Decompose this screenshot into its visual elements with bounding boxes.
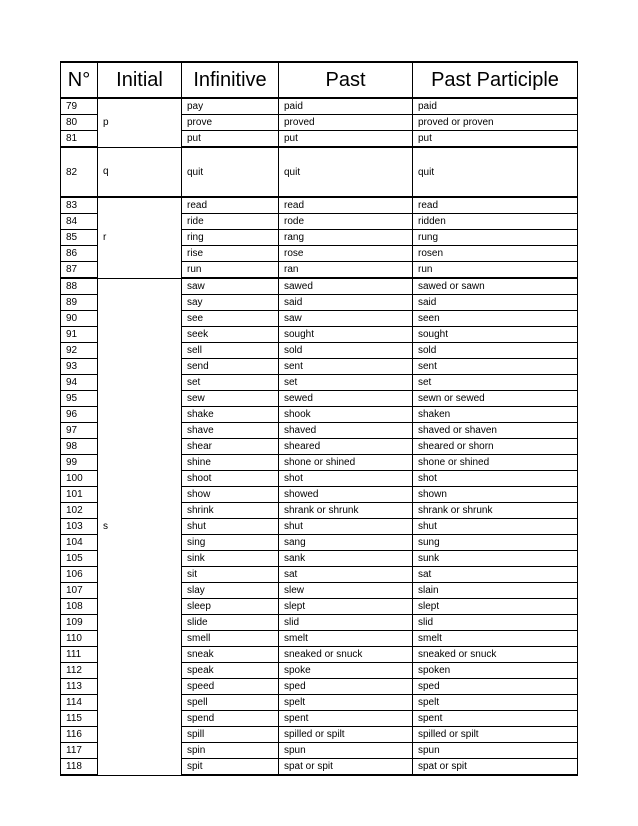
verb-number: 111 <box>61 647 98 663</box>
infinitive-cell: shake <box>182 407 279 423</box>
past-participle-cell: ridden <box>413 214 578 230</box>
verb-number: 97 <box>61 423 98 439</box>
verb-number: 110 <box>61 631 98 647</box>
past-cell: said <box>279 295 413 311</box>
header-initial: Initial <box>98 62 182 98</box>
past-cell: shut <box>279 519 413 535</box>
past-cell: sang <box>279 535 413 551</box>
past-participle-cell: sent <box>413 359 578 375</box>
initial-letter: q <box>98 147 182 197</box>
infinitive-cell: read <box>182 197 279 214</box>
past-participle-cell: run <box>413 262 578 279</box>
past-cell: set <box>279 375 413 391</box>
infinitive-cell: spell <box>182 695 279 711</box>
verb-number: 81 <box>61 131 98 148</box>
past-participle-cell: sat <box>413 567 578 583</box>
past-cell: slept <box>279 599 413 615</box>
past-participle-cell: spat or spit <box>413 759 578 776</box>
past-participle-cell: spun <box>413 743 578 759</box>
table-body <box>61 98 578 775</box>
header-number: N° <box>61 62 98 98</box>
header-infinitive: Infinitive <box>182 62 279 98</box>
past-participle-cell: slept <box>413 599 578 615</box>
infinitive-cell: sing <box>182 535 279 551</box>
past-participle-cell: sheared or shorn <box>413 439 578 455</box>
past-participle-cell: spilled or spilt <box>413 727 578 743</box>
past-participle-cell: shone or shined <box>413 455 578 471</box>
past-cell: spent <box>279 711 413 727</box>
infinitive-cell: send <box>182 359 279 375</box>
infinitive-cell: ride <box>182 214 279 230</box>
infinitive-cell: spill <box>182 727 279 743</box>
infinitive-cell: speak <box>182 663 279 679</box>
verb-number: 87 <box>61 262 98 279</box>
infinitive-cell: say <box>182 295 279 311</box>
table-row <box>61 147 578 197</box>
infinitive-cell: seek <box>182 327 279 343</box>
verb-number: 95 <box>61 391 98 407</box>
past-cell: showed <box>279 487 413 503</box>
initial-letter: s <box>98 278 182 775</box>
table-row <box>61 197 578 214</box>
verb-number: 108 <box>61 599 98 615</box>
infinitive-cell: sneak <box>182 647 279 663</box>
past-cell: sought <box>279 327 413 343</box>
verb-number: 99 <box>61 455 98 471</box>
past-cell: saw <box>279 311 413 327</box>
past-participle-cell: proved or proven <box>413 115 578 131</box>
infinitive-cell: saw <box>182 278 279 295</box>
past-cell: paid <box>279 98 413 115</box>
past-cell: sped <box>279 679 413 695</box>
past-cell: spelt <box>279 695 413 711</box>
verb-number: 98 <box>61 439 98 455</box>
verb-number: 112 <box>61 663 98 679</box>
past-cell: sank <box>279 551 413 567</box>
verb-number: 88 <box>61 278 98 295</box>
past-participle-cell: said <box>413 295 578 311</box>
verb-number: 116 <box>61 727 98 743</box>
infinitive-cell: sleep <box>182 599 279 615</box>
past-participle-cell: spoken <box>413 663 578 679</box>
verb-number: 96 <box>61 407 98 423</box>
past-participle-cell: spelt <box>413 695 578 711</box>
past-cell: spun <box>279 743 413 759</box>
verb-number: 103 <box>61 519 98 535</box>
verb-number: 80 <box>61 115 98 131</box>
verb-number: 94 <box>61 375 98 391</box>
past-participle-cell: sought <box>413 327 578 343</box>
past-cell: slid <box>279 615 413 631</box>
past-participle-cell: sneaked or snuck <box>413 647 578 663</box>
infinitive-cell: prove <box>182 115 279 131</box>
past-cell: smelt <box>279 631 413 647</box>
past-participle-cell: spent <box>413 711 578 727</box>
past-participle-cell: read <box>413 197 578 214</box>
verb-number: 90 <box>61 311 98 327</box>
initial-letter: p <box>98 98 182 147</box>
past-cell: spilled or spilt <box>279 727 413 743</box>
past-cell: sawed <box>279 278 413 295</box>
table-header-row <box>61 62 578 98</box>
past-participle-cell: sung <box>413 535 578 551</box>
past-participle-cell: seen <box>413 311 578 327</box>
past-cell: rose <box>279 246 413 262</box>
header-past-participle: Past Participle <box>413 62 578 98</box>
infinitive-cell: show <box>182 487 279 503</box>
past-cell: ran <box>279 262 413 279</box>
infinitive-cell: shave <box>182 423 279 439</box>
past-cell: shook <box>279 407 413 423</box>
initial-letter: r <box>98 197 182 278</box>
past-cell: sold <box>279 343 413 359</box>
verb-number: 83 <box>61 197 98 214</box>
verb-number: 79 <box>61 98 98 115</box>
verb-number: 86 <box>61 246 98 262</box>
past-cell: spat or spit <box>279 759 413 776</box>
verb-number: 91 <box>61 327 98 343</box>
infinitive-cell: slide <box>182 615 279 631</box>
infinitive-cell: spin <box>182 743 279 759</box>
infinitive-cell: slay <box>182 583 279 599</box>
past-participle-cell: paid <box>413 98 578 115</box>
past-cell: shot <box>279 471 413 487</box>
infinitive-cell: pay <box>182 98 279 115</box>
past-cell: shaved <box>279 423 413 439</box>
infinitive-cell: shoot <box>182 471 279 487</box>
header-past: Past <box>279 62 413 98</box>
verb-number: 82 <box>61 147 98 197</box>
past-cell: rang <box>279 230 413 246</box>
past-cell: rode <box>279 214 413 230</box>
infinitive-cell: shut <box>182 519 279 535</box>
past-cell: shone or shined <box>279 455 413 471</box>
infinitive-cell: rise <box>182 246 279 262</box>
past-participle-cell: rung <box>413 230 578 246</box>
verb-number: 107 <box>61 583 98 599</box>
table-row <box>61 98 578 115</box>
infinitive-cell: see <box>182 311 279 327</box>
verb-number: 84 <box>61 214 98 230</box>
past-cell: sheared <box>279 439 413 455</box>
verb-number: 113 <box>61 679 98 695</box>
past-participle-cell: shut <box>413 519 578 535</box>
infinitive-cell: put <box>182 131 279 148</box>
verb-number: 101 <box>61 487 98 503</box>
infinitive-cell: sell <box>182 343 279 359</box>
verb-number: 92 <box>61 343 98 359</box>
infinitive-cell: sew <box>182 391 279 407</box>
past-participle-cell: sewn or sewed <box>413 391 578 407</box>
infinitive-cell: run <box>182 262 279 279</box>
table-row <box>61 278 578 295</box>
past-cell: read <box>279 197 413 214</box>
infinitive-cell: shrink <box>182 503 279 519</box>
verb-number: 115 <box>61 711 98 727</box>
verb-number: 102 <box>61 503 98 519</box>
infinitive-cell: shear <box>182 439 279 455</box>
past-participle-cell: shot <box>413 471 578 487</box>
past-participle-cell: shown <box>413 487 578 503</box>
past-participle-cell: put <box>413 131 578 148</box>
infinitive-cell: sit <box>182 567 279 583</box>
past-participle-cell: shaved or shaven <box>413 423 578 439</box>
verb-number: 118 <box>61 759 98 776</box>
past-participle-cell: quit <box>413 147 578 197</box>
verb-number: 89 <box>61 295 98 311</box>
infinitive-cell: speed <box>182 679 279 695</box>
verb-number: 100 <box>61 471 98 487</box>
past-participle-cell: shaken <box>413 407 578 423</box>
past-participle-cell: set <box>413 375 578 391</box>
past-cell: put <box>279 131 413 148</box>
infinitive-cell: set <box>182 375 279 391</box>
past-participle-cell: sunk <box>413 551 578 567</box>
past-cell: sneaked or snuck <box>279 647 413 663</box>
past-cell: proved <box>279 115 413 131</box>
past-participle-cell: sold <box>413 343 578 359</box>
past-cell: sewed <box>279 391 413 407</box>
past-cell: quit <box>279 147 413 197</box>
infinitive-cell: shine <box>182 455 279 471</box>
infinitive-cell: spit <box>182 759 279 776</box>
past-participle-cell: sawed or sawn <box>413 278 578 295</box>
verb-number: 93 <box>61 359 98 375</box>
past-participle-cell: slid <box>413 615 578 631</box>
past-cell: sent <box>279 359 413 375</box>
past-cell: shrank or shrunk <box>279 503 413 519</box>
verb-number: 114 <box>61 695 98 711</box>
infinitive-cell: spend <box>182 711 279 727</box>
past-cell: sat <box>279 567 413 583</box>
infinitive-cell: ring <box>182 230 279 246</box>
verb-number: 109 <box>61 615 98 631</box>
irregular-verbs-table <box>60 61 578 776</box>
past-cell: slew <box>279 583 413 599</box>
verb-number: 85 <box>61 230 98 246</box>
past-participle-cell: shrank or shrunk <box>413 503 578 519</box>
verb-number: 104 <box>61 535 98 551</box>
verb-number: 106 <box>61 567 98 583</box>
verb-number: 117 <box>61 743 98 759</box>
past-participle-cell: sped <box>413 679 578 695</box>
verb-number: 105 <box>61 551 98 567</box>
past-participle-cell: rosen <box>413 246 578 262</box>
past-participle-cell: slain <box>413 583 578 599</box>
past-participle-cell: smelt <box>413 631 578 647</box>
infinitive-cell: quit <box>182 147 279 197</box>
past-cell: spoke <box>279 663 413 679</box>
infinitive-cell: sink <box>182 551 279 567</box>
infinitive-cell: smell <box>182 631 279 647</box>
